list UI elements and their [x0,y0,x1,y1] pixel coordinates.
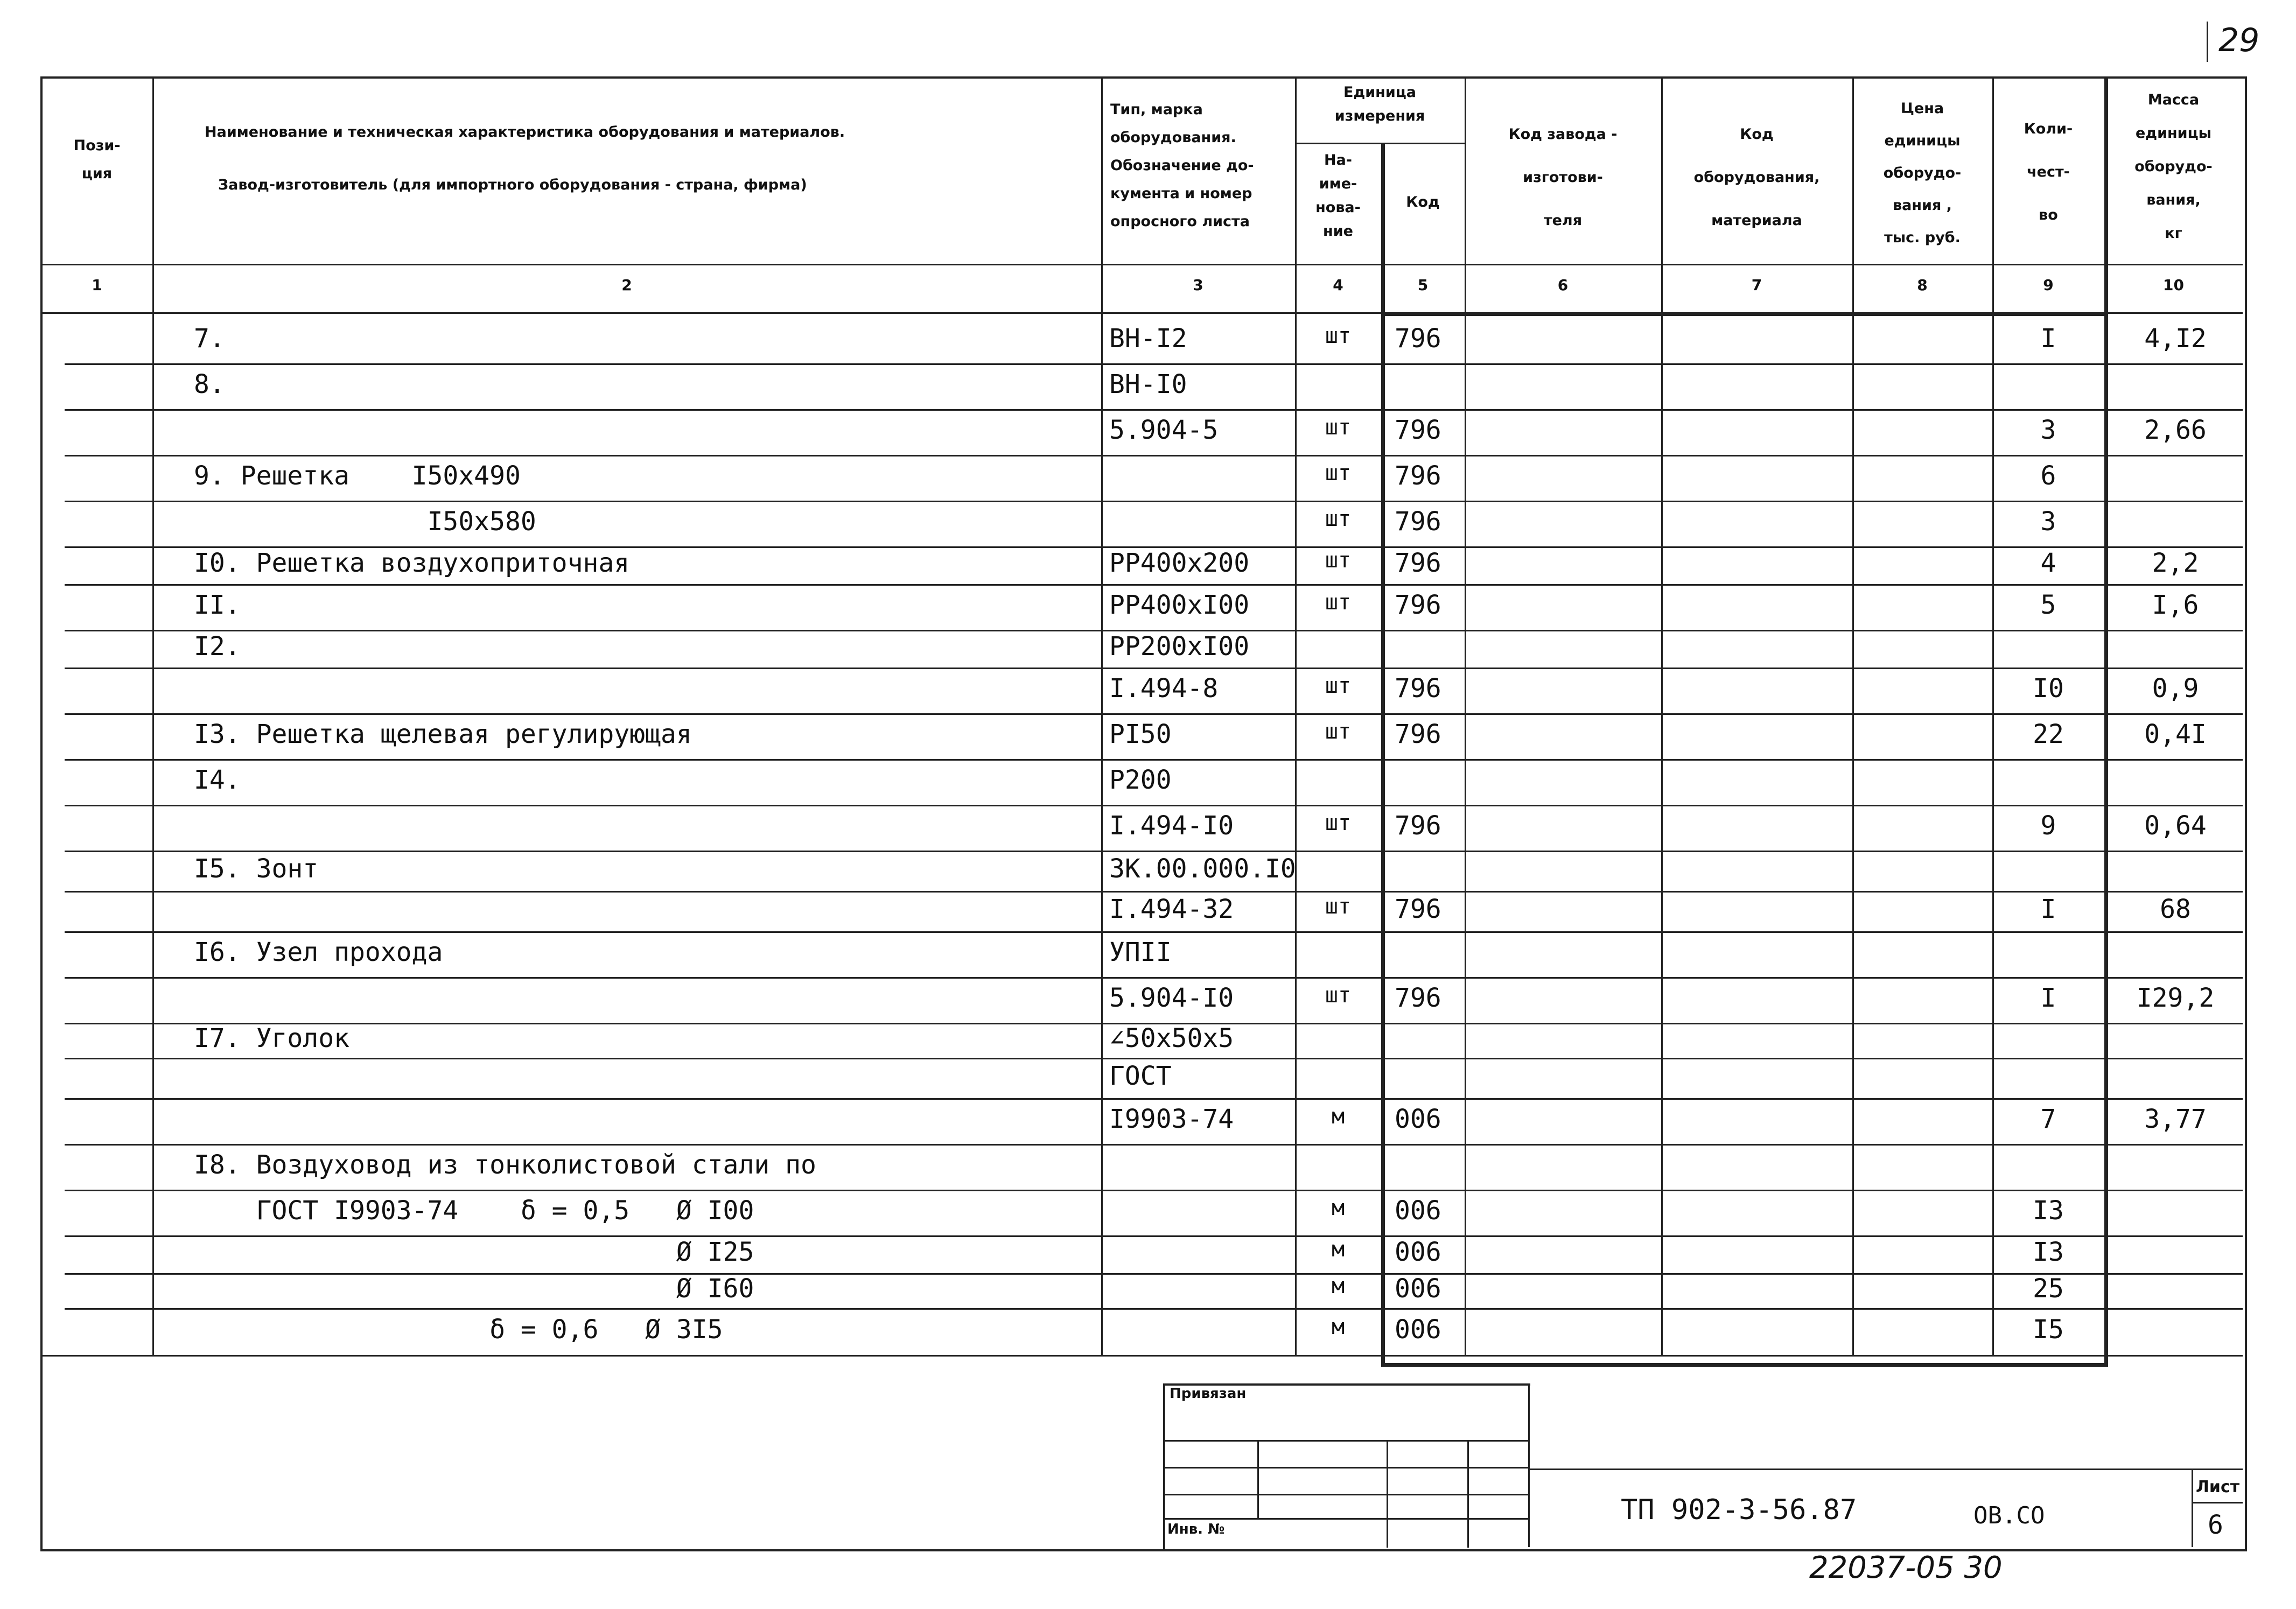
cell-mass: I29,2 [2136,982,2215,1013]
col-sep-7 [1852,76,1854,1355]
row-separator [65,1144,2243,1146]
row-separator [65,1098,2243,1100]
cell-qty: 5 [2040,589,2056,620]
cell-unit: шт [1325,460,1352,486]
cell-type: I.494-I0 [1109,810,1234,841]
header-name-line1: Наименование и техническая характеристика оборудования и материалов. [205,124,845,140]
cell-qty: I [2040,323,2056,354]
cell-qty: I3 [2033,1237,2064,1267]
cell-unit: шт [1325,589,1352,615]
colnum-1: 1 [92,276,102,294]
cell-qty: 22 [2033,719,2064,749]
header-qty: Коли- чест- во [2024,121,2073,223]
row-separator [65,713,2243,715]
cell-code: 796 [1395,323,1441,354]
cell-type: I.494-32 [1109,894,1234,924]
header-equip-code: Код оборудования, материала [1693,126,1820,229]
col-sep-3 [1295,76,1297,1355]
cell-name: I4. [194,764,241,795]
row-separator [65,409,2243,411]
bold-box-top [1381,312,2108,316]
stamp-vline-1 [1257,1440,1259,1518]
stamp-line-4 [1163,1518,1528,1520]
stamp-vline-4 [1528,1383,1530,1547]
colnum-6: 6 [1557,276,1569,294]
col-sep-1 [152,76,154,1355]
col-sep-8 [1992,76,1994,1355]
cell-type: ЗК.00.000.I0 [1109,853,1296,884]
row-separator [65,455,2243,456]
cell-code: 006 [1395,1104,1441,1134]
cell-type: РР200xI00 [1109,631,1250,662]
header-unit: Единица измерения [1334,84,1425,124]
cell-name: II. [194,589,241,620]
cell-name: I6. Узел прохода [194,937,443,967]
cell-type: I9903-74 [1109,1104,1234,1134]
stamp-sheet-divider [2192,1469,2193,1547]
cell-unit: шт [1325,810,1352,835]
cell-code: 796 [1395,810,1441,841]
row-separator [65,363,2243,365]
cell-name: I0. Решетка воздухоприточная [194,548,630,578]
cell-mass: 0,4I [2144,719,2207,749]
cell-code: 796 [1395,589,1441,620]
cell-unit: шт [1325,548,1352,573]
cell-qty: I [2040,894,2056,924]
cell-name: 9. Решетка I50x490 [194,460,521,491]
cell-code: 796 [1395,460,1441,491]
cell-unit: м [1331,1104,1345,1129]
cell-code: 796 [1395,982,1441,1013]
cell-code: 006 [1395,1273,1441,1304]
cell-qty: 3 [2040,414,2056,445]
row-separator [65,851,2243,852]
header-unit-code: Код [1406,194,1440,210]
header-factory-code: Код завода - изготови- теля [1508,126,1618,229]
cell-type: ВН-I0 [1109,369,1187,399]
cell-type: РI50 [1109,719,1172,749]
stamp-linked-label: Привязан [1170,1386,1247,1402]
colnum-3: 3 [1193,276,1203,294]
cell-name: Ø I25 [194,1237,754,1267]
stamp-sheet-number: 6 [2208,1510,2223,1540]
col-sep-2 [1101,76,1103,1355]
colnum-10: 10 [2163,276,2184,294]
cell-unit: м [1331,1195,1345,1220]
cell-mass: 0,64 [2144,810,2207,841]
cell-unit: шт [1325,719,1352,744]
colnum-7: 7 [1751,276,1762,294]
colnum-9: 9 [2043,276,2054,294]
cell-type: РР400xI00 [1109,589,1250,620]
row-separator [65,931,2243,933]
cell-name: I8. Воздуховод из тонколистовой стали по [194,1149,816,1180]
cell-qty: 9 [2040,810,2056,841]
stamp-title-top [1528,1469,2243,1470]
page-number-divider [2207,22,2208,62]
row-separator [65,501,2243,502]
cell-unit: шт [1325,894,1352,919]
cell-code: 006 [1395,1195,1441,1226]
cell-qty: 25 [2033,1273,2064,1304]
stamp-vline-2 [1387,1440,1388,1548]
cell-name: Ø I60 [194,1273,754,1304]
stamp-section: ОВ.СО [1973,1502,2045,1529]
cell-qty: I0 [2033,673,2064,704]
cell-unit: шт [1325,414,1352,440]
cell-mass: I,6 [2152,589,2199,620]
cell-name: 8. [194,369,225,399]
row-separator [65,668,2243,669]
stamp-line-2 [1163,1467,1528,1469]
cell-mass: 3,77 [2144,1104,2207,1134]
stamp-doc-code: ТП 902-3-56.87 [1621,1494,1857,1526]
cell-code: 796 [1395,414,1441,445]
cell-type: РР400x200 [1109,548,1250,578]
row-separator [65,584,2243,586]
stamp-sheet-line [2192,1502,2243,1503]
cell-qty: 6 [2040,460,2056,491]
cell-unit: шт [1325,323,1352,348]
cell-unit: м [1331,1314,1345,1339]
cell-unit: м [1331,1237,1345,1262]
row-separator [65,977,2243,979]
stamp-sheet-label: Лист [2196,1478,2240,1496]
cell-mass: 4,I2 [2144,323,2207,354]
cell-type: I.494-8 [1109,673,1219,704]
page-number: 29 [2218,22,2260,59]
colnum-8: 8 [1917,276,1928,294]
stamp-vline-3 [1467,1440,1469,1548]
row-separator [65,1190,2243,1191]
cell-unit: шт [1325,673,1352,698]
cell-name: δ = 0,6 Ø 3I5 [194,1314,723,1345]
header-name-line2: Завод-изготовитель (для импортного оборудования - страна, фирма) [218,177,807,193]
stamp-line-3 [1163,1494,1528,1495]
unit-split-line [1295,143,1465,144]
cell-mass: 2,2 [2152,548,2199,578]
colnum-4: 4 [1333,276,1343,294]
cell-code: 006 [1395,1237,1441,1267]
cell-qty: I [2040,982,2056,1013]
cell-name: I5. Зонт [194,853,319,884]
bold-box-bottom [1381,1363,2108,1367]
cell-name: ГОСТ I9903-74 δ = 0,5 Ø I00 [194,1195,754,1226]
cell-mass: 2,66 [2144,414,2207,445]
cell-code: 796 [1395,548,1441,578]
cell-type: 5.904-I0 [1109,982,1234,1013]
cell-mass: 68 [2160,894,2191,924]
cell-qty: I5 [2033,1314,2064,1345]
header-type: Тип, марка оборудования. Обозначение до- кумента и номер опросного листа [1110,101,1254,230]
cell-code: 796 [1395,894,1441,924]
cell-name: I3. Решетка щелевая регулирующая [194,719,692,749]
cell-name: I7. Уголок [194,1023,349,1053]
cell-unit: шт [1325,982,1352,1008]
cell-name: I2. [194,631,241,662]
col-sep-9 [2104,76,2108,1366]
cell-type: УПII [1109,937,1172,967]
cell-code: 796 [1395,506,1441,537]
cell-type: Р200 [1109,764,1172,795]
cell-mass: 0,9 [2152,673,2199,704]
row-separator [65,1308,2243,1310]
row-separator [65,891,2243,893]
cell-code: 006 [1395,1314,1441,1345]
cell-unit: м [1331,1273,1345,1298]
col-sep-6 [1661,76,1663,1355]
header-position: Пози- ция [73,137,121,182]
stamp-line-1 [1163,1440,1528,1442]
cell-type: ВН-I2 [1109,323,1187,354]
row-separator [65,1058,2243,1059]
cell-name: 7. [194,323,225,354]
header-unit-name: На- име- нова- ние [1315,152,1361,240]
cell-qty: 7 [2040,1104,2056,1134]
cell-code: 796 [1395,673,1441,704]
cell-type: ГОСТ [1109,1060,1172,1091]
col-sep-5 [1465,76,1466,1355]
stamp-inv-label: Инв. № [1167,1521,1225,1537]
cell-name: I50x580 [194,506,536,537]
colnum-2: 2 [621,276,632,294]
header-price: Цена единицы оборудо- вания , тыс. руб. [1883,100,1962,246]
header-mass: Масса единицы оборудо- вания, кг [2134,92,2213,242]
cell-code: 796 [1395,719,1441,749]
cell-type: ∠50x50x5 [1109,1023,1234,1053]
header-bottom-line [40,264,2243,265]
cell-type: 5.904-5 [1109,414,1219,445]
row-separator [65,759,2243,761]
cell-qty: 4 [2040,548,2056,578]
cell-qty: 3 [2040,506,2056,537]
row-separator [65,805,2243,806]
col-sep-4 [1381,143,1385,1365]
row-separator [65,1355,2243,1357]
cell-unit: шт [1325,506,1352,531]
footer-handwritten-number: 22037-05 30 [1809,1550,2003,1585]
cell-qty: I3 [2033,1195,2064,1226]
colnum-5: 5 [1417,276,1429,294]
